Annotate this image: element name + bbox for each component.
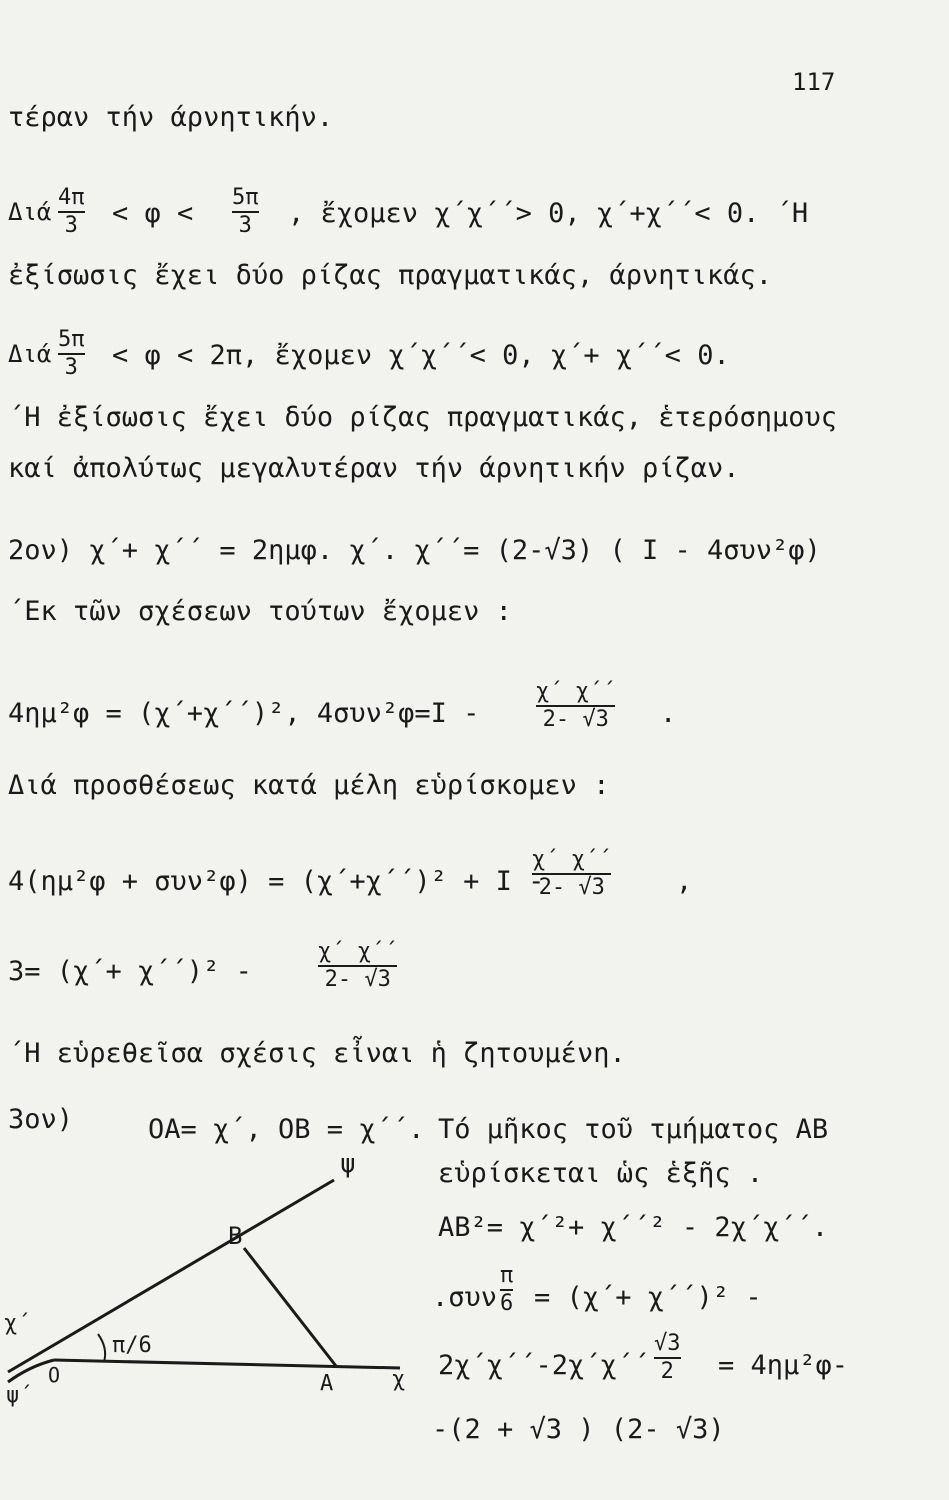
- fraction-xx-over-2-sqrt3: [536, 680, 615, 732]
- angle-arc: [98, 1334, 105, 1362]
- label-x-prime: χ΄: [4, 1311, 31, 1336]
- text-line-1: τέραν τήν άρνητικήν.: [8, 102, 334, 133]
- text-line-2-start: Διά: [8, 198, 52, 226]
- label-angle: π/6: [112, 1333, 152, 1358]
- fraction-denominator: 3: [64, 355, 78, 381]
- ray-o-psi: [8, 1180, 334, 1372]
- right-text-4-end: = (χ΄+ χ΄΄)² -: [534, 1282, 762, 1313]
- text-line-4-start: Διά: [8, 340, 52, 368]
- right-text-5-start: 2χ΄χ΄΄-2χ΄χ΄΄: [438, 1350, 650, 1381]
- fraction-xx-over-2-sqrt3-c: [318, 940, 397, 992]
- label-o: Ο: [48, 1363, 61, 1387]
- text-line-11-end: ,: [676, 866, 693, 897]
- right-text-1: Τό μῆκος τοῦ τμήματος ΑΒ: [438, 1114, 829, 1145]
- right-text-6: -(2 + √3 ) (2- √3): [432, 1414, 725, 1445]
- text-line-2-mid: < φ <: [112, 198, 194, 229]
- right-text-5-end: = 4ημ²φ-: [718, 1350, 849, 1381]
- text-line-4-end: < φ < 2π, ἔχομεν χ΄χ΄΄< 0, χ΄+ χ΄΄< 0.: [112, 340, 730, 371]
- fraction-denominator: 2- √3: [324, 967, 391, 993]
- text-line-12: 3= (χ΄+ χ΄΄)² -: [8, 956, 252, 987]
- text-line-3: ἐξίσωσις ἔχει δύο ρίζας πραγματικάς, άρνητικάς.: [8, 260, 773, 291]
- fraction-numerator: χ΄ χ΄΄: [536, 679, 616, 704]
- text-line-5: ΄Η ἐξίσωσις ἔχει δύο ρίζας πραγματικάς, ἑτερόσημους: [8, 402, 838, 433]
- fraction-numerator: 5π: [232, 185, 259, 210]
- fraction-denominator: 3: [64, 213, 78, 239]
- fraction-pi-6: [500, 1264, 513, 1316]
- right-text-2: εὑρίσκεται ὡς ἑξῆς .: [438, 1158, 764, 1189]
- angle-figure: [0, 1150, 430, 1430]
- text-line-9: 4ημ²φ = (χ΄+χ΄΄)², 4συν²φ=Ι -: [8, 698, 480, 729]
- fraction-numerator: √3: [654, 1331, 681, 1356]
- fraction-4pi-3: [58, 186, 85, 238]
- fraction-sqrt3-2: [654, 1332, 681, 1384]
- text-line-14-label: 3ον): [8, 1104, 74, 1135]
- label-b: Β: [228, 1222, 243, 1250]
- ray-o-x: [54, 1360, 400, 1368]
- fraction-numerator: π: [500, 1263, 514, 1288]
- text-line-2-end: , ἔχομεν χ΄χ΄΄> 0, χ΄+χ΄΄< 0. ΄Η: [288, 198, 809, 229]
- fraction-5pi-3: [232, 186, 259, 238]
- page-number: 117: [792, 68, 836, 96]
- segment-ab: [244, 1248, 336, 1366]
- fraction-denominator: 6: [500, 1291, 514, 1317]
- right-text-3: ΑΒ²= χ΄²+ χ΄΄² - 2χ΄χ΄΄.: [438, 1212, 829, 1243]
- text-line-8: ΄Εκ τῶν σχέσεων τούτων ἔχομεν :: [8, 596, 512, 627]
- label-psi-prime: ψ΄: [6, 1383, 33, 1408]
- text-line-7: 2ον) χ΄+ χ΄΄ = 2ημφ. χ΄. χ΄΄= (2-√3) ( Ι - 4συν²φ): [8, 535, 821, 566]
- text-line-14-definitions: ΟΑ= χ΄, ΟΒ = χ΄΄.: [148, 1114, 425, 1145]
- text-line-11: 4(ημ²φ + συν²φ) = (χ΄+χ΄΄)² + Ι -: [8, 866, 545, 897]
- text-line-13: ΄Η εὑρεθεῖσα σχέσις εἶναι ἡ ζητουμένη.: [8, 1038, 626, 1069]
- text-line-10: Διά προσθέσεως κατά μέλη εὑρίσκομεν :: [8, 770, 610, 801]
- fraction-xx-over-2-sqrt3-b: [532, 848, 611, 900]
- right-text-4-start: .συν: [432, 1282, 498, 1313]
- fraction-denominator: 2- √3: [542, 707, 609, 733]
- fraction-numerator: χ΄ χ΄΄: [532, 847, 612, 872]
- fraction-numerator: 4π: [58, 185, 85, 210]
- text-line-9-end: .: [660, 698, 677, 729]
- fraction-numerator: χ΄ χ΄΄: [318, 939, 398, 964]
- text-line-6: καί ἀπολύτως μεγαλυτέραν τήν άρνητικήν ρίζαν.: [8, 453, 740, 484]
- fraction-denominator: 2: [660, 1359, 674, 1385]
- label-x: χ: [392, 1367, 406, 1392]
- fraction-5pi-3-b: [58, 328, 85, 380]
- fraction-denominator: 2- √3: [538, 875, 605, 901]
- fraction-denominator: 3: [238, 213, 252, 239]
- label-a: Α: [320, 1371, 334, 1396]
- label-psi: ψ: [340, 1150, 356, 1179]
- fraction-numerator: 5π: [58, 327, 85, 352]
